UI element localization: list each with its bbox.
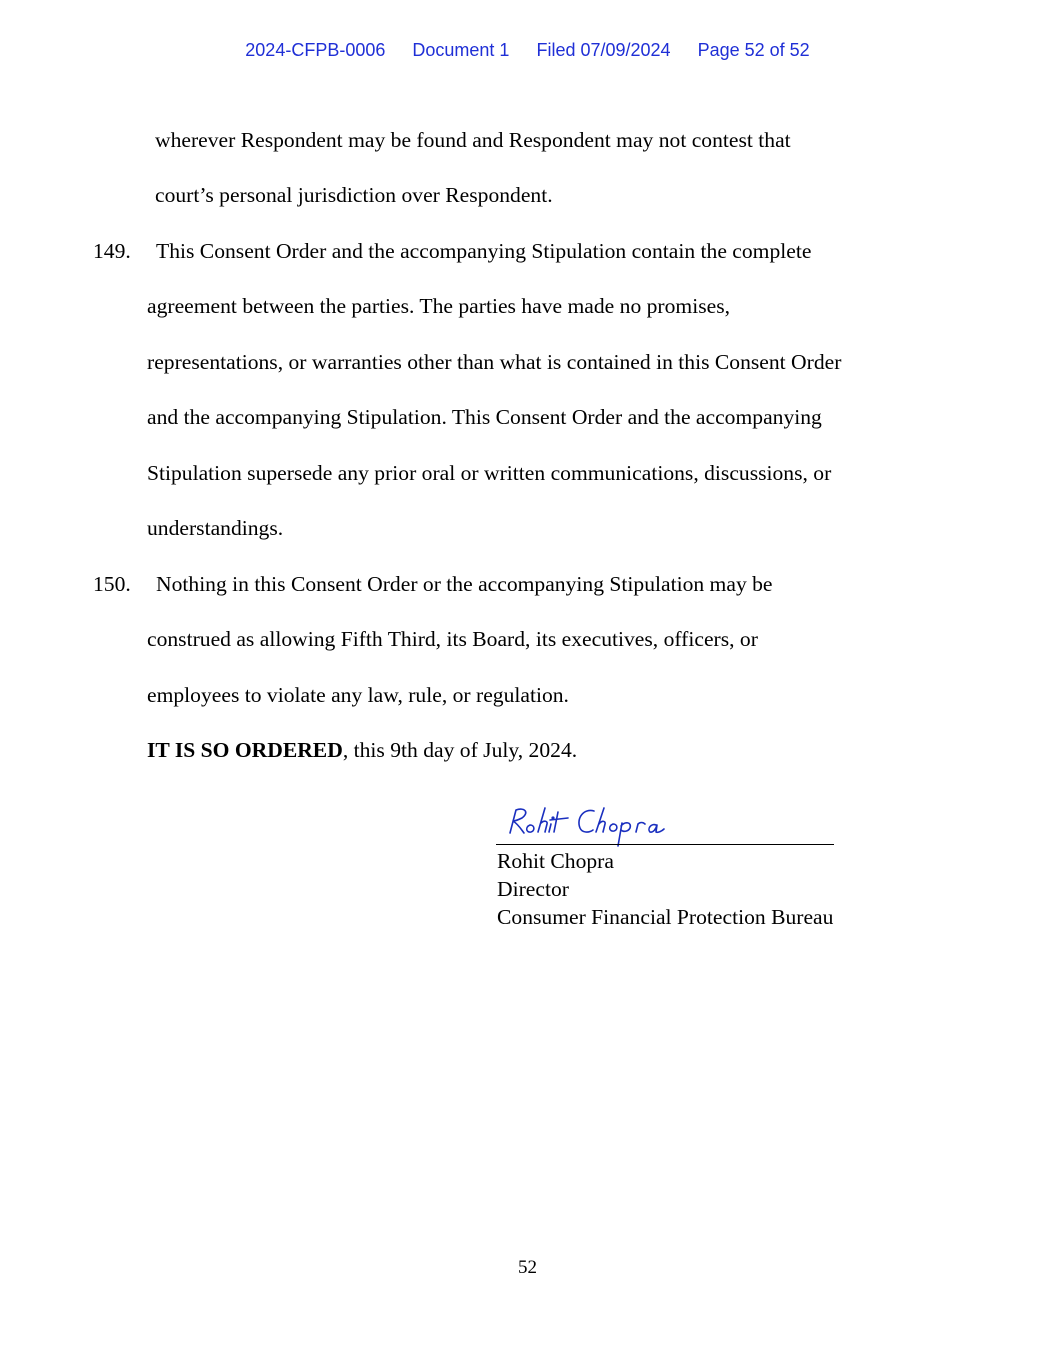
paragraph-line: construed as allowing Fifth Third, its Board, its executives, officers, or (147, 627, 758, 651)
paragraph-line: agreement between the parties. The parties have made no promises, (147, 294, 731, 318)
paragraph-line: representations, or warranties other than what is contained in this Consent Order (147, 350, 842, 374)
signature-area (496, 800, 836, 848)
order-bold-text: IT IS SO ORDERED (147, 738, 343, 762)
paragraph-number: 150. (93, 572, 131, 596)
order-statement (147, 737, 577, 763)
signer-organization: Consumer Financial Protection Bureau (497, 905, 834, 929)
filing-header (0, 40, 1055, 61)
case-number: 2024-CFPB-0006 (245, 40, 386, 60)
signer-title: Director (497, 877, 569, 901)
page-indicator: Page 52 of 52 (697, 40, 810, 60)
filed-date: Filed 07/09/2024 (536, 40, 671, 60)
order-date-text: , this 9th day of July, 2024. (342, 738, 578, 762)
page-number: 52 (518, 1257, 537, 1278)
continuation-line: wherever Respondent may be found and Respondent may not contest that (155, 128, 791, 152)
paragraph-line: understandings. (147, 516, 284, 540)
paragraph-line: Stipulation supersede any prior oral or written communications, discussions, or (147, 461, 832, 485)
paragraph-line: Nothing in this Consent Order or the accompanying Stipulation may be (156, 572, 773, 596)
paragraph-number: 149. (93, 239, 131, 263)
paragraph-line: This Consent Order and the accompanying Stipulation contain the complete (156, 239, 812, 263)
signature-line (496, 844, 834, 845)
paragraph-line: employees to violate any law, rule, or regulation. (147, 683, 569, 707)
paragraph-line: and the accompanying Stipulation. This Consent Order and the accompanying (147, 405, 822, 429)
document-label: Document 1 (412, 40, 510, 60)
handwritten-signature (496, 800, 696, 850)
continuation-line: court’s personal jurisdiction over Respondent. (155, 183, 553, 207)
signer-name: Rohit Chopra (497, 849, 614, 873)
